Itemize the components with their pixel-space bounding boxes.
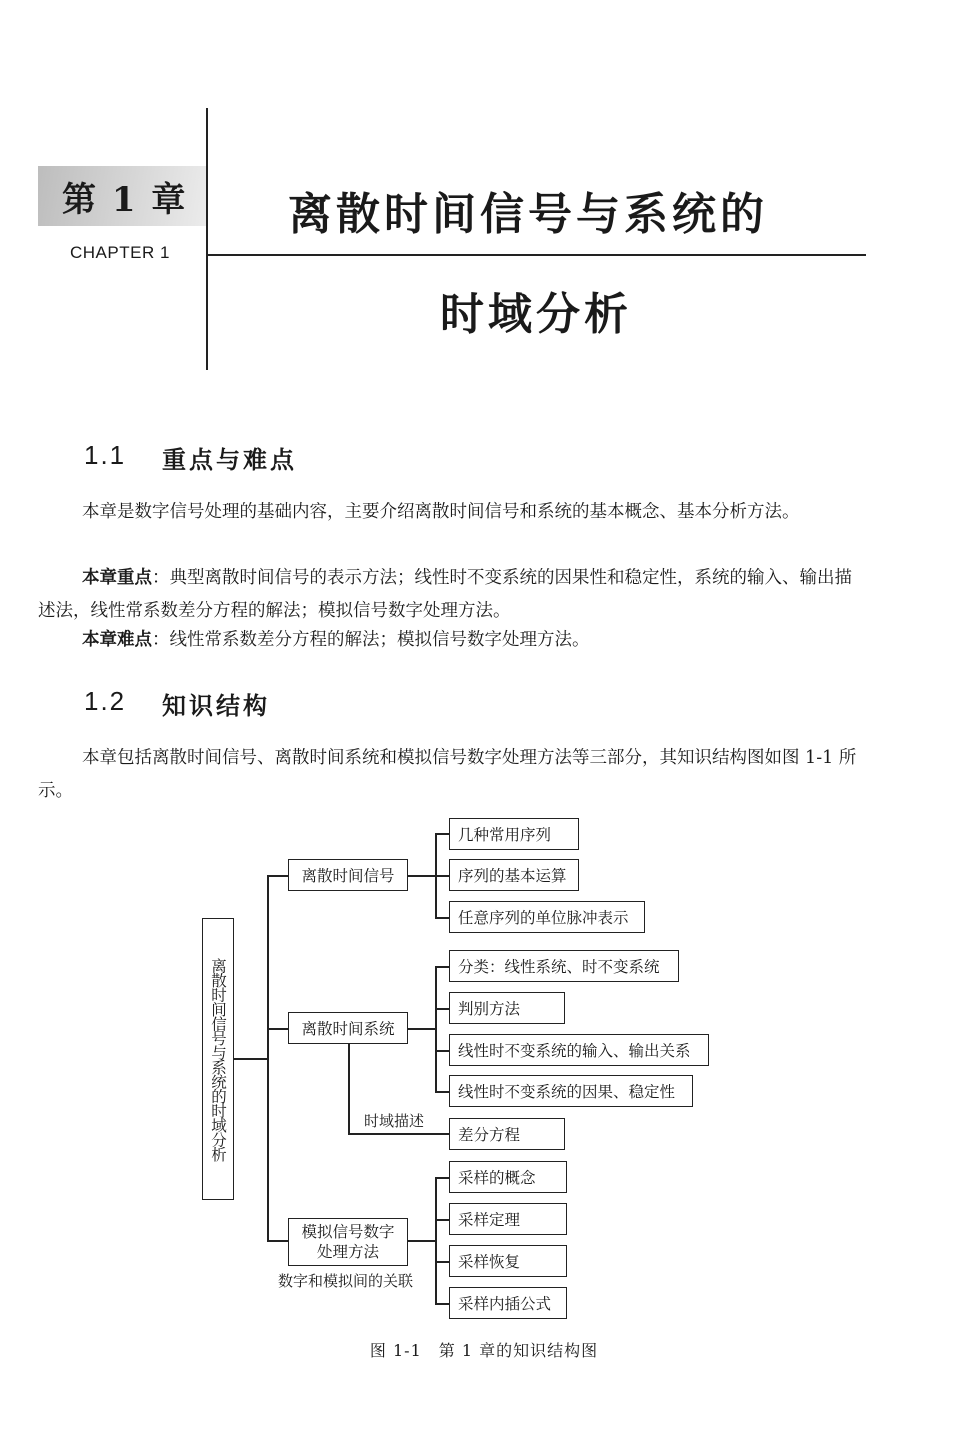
paragraph-text: ：线性常系数差分方程的解法；模拟信号数字处理方法。 [152, 630, 590, 650]
connector-line [234, 1058, 268, 1060]
connector-line [267, 875, 269, 1241]
connector-line [435, 1261, 449, 1263]
connector-line [267, 1028, 288, 1030]
diagram-leaf-box: 几种常用序列 [449, 818, 579, 850]
connector-line [408, 1240, 436, 1242]
time-domain-label: 时域描述 [364, 1112, 425, 1130]
connector-line [435, 966, 437, 1092]
diagram-branch-box: 离散时间信号 [288, 859, 408, 891]
connector-line [435, 1008, 449, 1010]
section-title: 知识结构 [162, 692, 270, 720]
section-number: 1.2 [84, 686, 127, 716]
connector-line [435, 1219, 449, 1221]
diagram-leaf-box: 判别方法 [449, 992, 565, 1024]
chapter-label: 第 1 章 [62, 180, 188, 220]
connector-line [267, 1240, 288, 1242]
chapter-title-line1: 离散时间信号与系统的 [288, 189, 768, 240]
connector-line [267, 875, 288, 877]
diagram-leaf-box: 任意序列的单位脉冲表示 [449, 901, 645, 933]
paragraph-lead: 本章重点 [82, 568, 152, 588]
connector-line [435, 917, 449, 919]
diagram-leaf-box: 采样定理 [449, 1203, 567, 1235]
paragraph-text: 本章包括离散时间信号、离散时间系统和模拟信号数字处理方法等三部分，其知识结构图如图 1-1 所示。 [38, 748, 857, 801]
section-title: 重点与难点 [162, 446, 297, 474]
connector-line [435, 966, 449, 968]
diagram-leaf-box: 采样的概念 [449, 1161, 567, 1193]
connector-line [435, 1177, 437, 1304]
paragraph [38, 496, 868, 529]
diagram-leaf-box: 采样恢复 [449, 1245, 567, 1277]
connector-line [435, 1303, 449, 1305]
diagram-leaf-box: 线性时不变系统的因果、稳定性 [449, 1075, 693, 1107]
connector-line [435, 1091, 449, 1093]
chapter-title-line2: 时域分析 [440, 289, 632, 340]
paragraph-text: 本章是数字信号处理的基础内容，主要介绍离散时间信号和系统的基本概念、基本分析方法。 [82, 502, 800, 522]
paragraph-difficulties [38, 624, 868, 657]
branch-label-line: 模拟信号数字 [301, 1223, 395, 1241]
connector-line [435, 875, 449, 877]
paragraph-text: ：典型离散时间信号的表示方法；线性时不变系统的因果性和稳定性，系统的输入、输出描述法，线性常系数差分方程的解法；模拟信号数字处理方法。 [38, 568, 852, 621]
connector-line [348, 1133, 449, 1135]
diagram-leaf-box: 序列的基本运算 [449, 859, 579, 891]
connector-line [435, 833, 449, 835]
chapter-english-label: CHAPTER 1 [70, 243, 170, 262]
branch-label-line: 处理方法 [316, 1243, 379, 1261]
connector-line [348, 1044, 350, 1134]
figure-caption: 图 1-1 第 1 章的知识结构图 [369, 1341, 599, 1360]
paragraph [38, 742, 868, 808]
header-vertical-rule [206, 108, 208, 370]
diagram-branch-box: 离散时间系统 [288, 1012, 408, 1044]
connector-line [408, 1028, 436, 1030]
diagram-leaf-box: 差分方程 [449, 1118, 565, 1150]
diagram-root-box: 离散时间信号与系统的时域分析 [202, 918, 234, 1200]
connector-line [435, 1050, 449, 1052]
diagram-leaf-box: 分类：线性系统、时不变系统 [449, 950, 679, 982]
header-horizontal-rule [206, 254, 866, 256]
connector-line [435, 1177, 449, 1179]
paragraph-key-points [38, 562, 868, 628]
diagram-leaf-box: 采样内插公式 [449, 1287, 567, 1319]
branch-note: 数字和模拟间的关联 [278, 1272, 414, 1290]
section-number: 1.1 [84, 440, 127, 470]
diagram-leaf-box: 线性时不变系统的输入、输出关系 [449, 1034, 709, 1066]
connector-line [408, 875, 436, 877]
diagram-branch-box [288, 1218, 408, 1266]
paragraph-lead: 本章难点 [82, 630, 152, 650]
